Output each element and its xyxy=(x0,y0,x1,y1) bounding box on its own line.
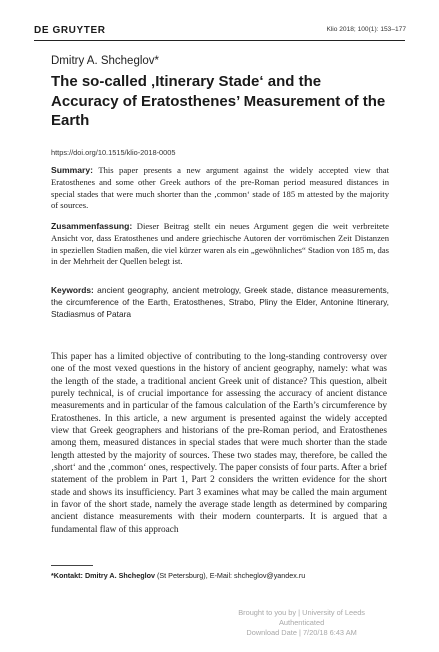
footnote-label: *Kontakt: Dmitry A. Shcheglov xyxy=(51,571,155,580)
watermark-line-2: Authenticated xyxy=(278,618,325,628)
footnote-divider xyxy=(51,565,93,566)
body-paragraph: This paper has a limited objective of contributing to the long-standing controversy over one of the most vexed questions in the history of ancient geography, namely: what was the length of the stade, a traditional ancient Greek unit of distance? This question, albeit purely technical, is of crucial importance for assessing the accuracy of ancient distance measurements and in particular of the famous calculation of the Earth’s circumference by Eratosthenes. In this article, a new argument is presented against the widely accepted view that Greek geographers and historians of the pre-Roman period, and Eratosthenes among them, measured distances in special stades that were much shorter than the stade length attested by the majority of sources. These two stades may, therefore, be called the ‚short‘ and the ‚common‘ ones, respectively. The paper consists of four parts. After a brief statement of the problem in Part 1, Part 2 considers the written evidence for the short stade and shows its insufficiency. Part 3 examines what may be called the main argument in favor of the short stade, namely the average stade length as determined by comparing ancient distance measurements with their modern counterparts. It is argued that a fundamental flaw of this approach xyxy=(51,352,387,535)
abstract-zusammenfassung xyxy=(51,221,389,268)
keywords-text: ancient geography, ancient metrology, Greek stade, distance measurements, the circumference of the Earth, Eratosthenes, Strabo, Pliny the Elder, Antonine Itinerary, Stadiasmus of Patara xyxy=(51,285,389,319)
summary-label: Summary: xyxy=(51,165,94,175)
journal-reference: Klio 2018; 100(1): 153–177 xyxy=(326,26,406,33)
watermark-line-1: Brought to you by | University of Leeds xyxy=(238,608,365,617)
author-name: Dmitry A. Shcheglov* xyxy=(51,55,160,67)
doi-link[interactable]: https://doi.org/10.1515/klio-2018-0005 xyxy=(51,148,176,157)
footnote-text: (St Petersburg), E-Mail: shcheglov@yandex.ru xyxy=(154,571,306,580)
keywords xyxy=(51,284,389,320)
article-title: The so-called ‚Itinerary Stade‘ and the Accuracy of Eratosthenes’ Measurement of the Earth xyxy=(51,73,386,129)
footnote xyxy=(51,571,305,580)
summary-text: This paper presents a new argument against the widely accepted view that Eratosthenes and some other Greek authors of the pre-Roman period measured distances in special stades that were much shorter than the ‚common‘ stade of 185 m attested by the majority of sources. xyxy=(51,165,389,211)
zusammenfassung-text: Dieser Beitrag stellt ein neues Argument gegen die weit verbreitete Ansicht vor, dass Eratosthenes und andere griechische Autoren der vorrömischen Zeit Distanzen in speziellen Stadien maßen, die viel kürzer waren als ein „gewöhnliches“ Stadion von 185 m, das in der Mehrheit der Quellen belegt ist. xyxy=(51,221,389,267)
keywords-label: Keywords: xyxy=(51,285,94,295)
download-watermark xyxy=(238,608,365,639)
watermark-line-3: Download Date | 7/20/18 6:43 AM xyxy=(246,628,357,638)
publisher-name: DE GRUYTER xyxy=(34,25,106,36)
abstract-summary xyxy=(51,165,389,212)
zusammenfassung-label: Zusammenfassung: xyxy=(51,221,133,231)
header-divider xyxy=(34,40,405,41)
